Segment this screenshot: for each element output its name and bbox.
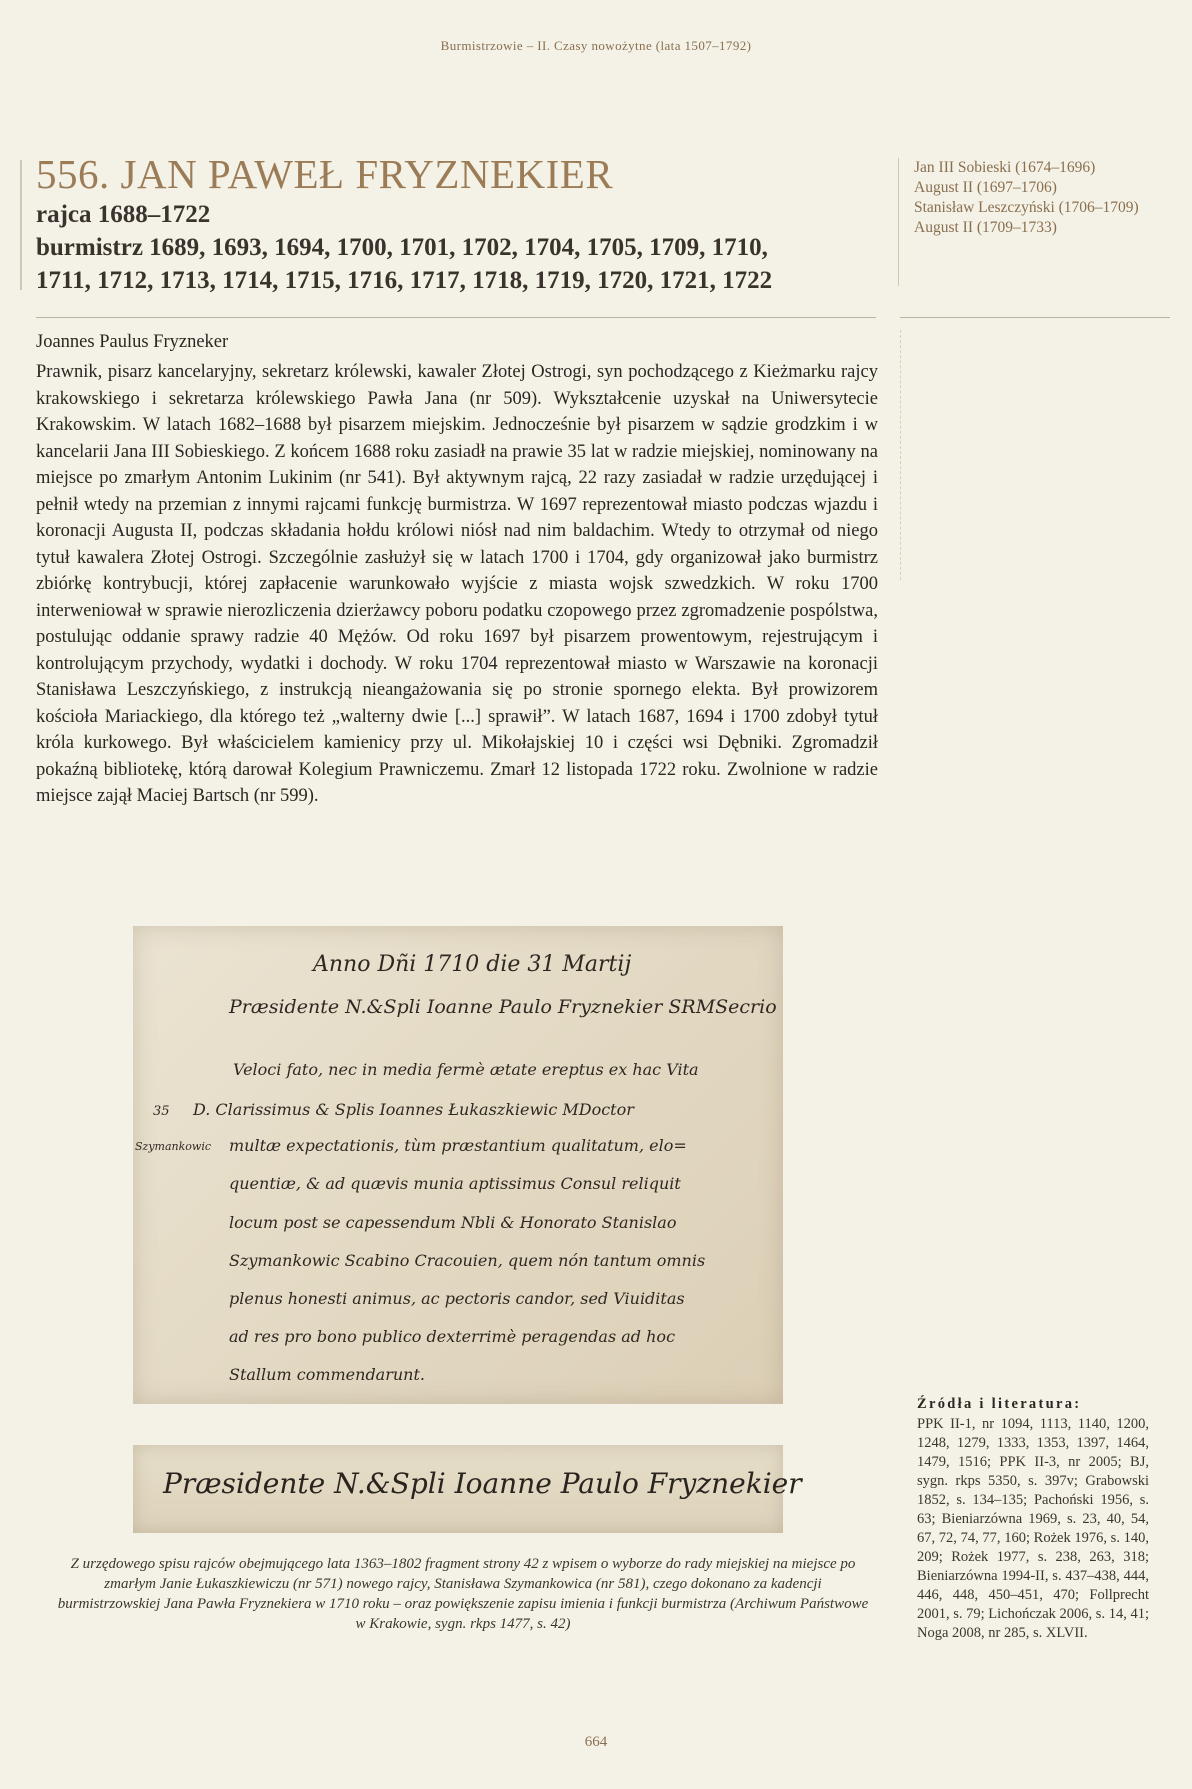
entry-title xyxy=(36,150,876,198)
ruler-item: Jan III Sobieski (1674–1696) xyxy=(914,159,1096,176)
heading-rule xyxy=(20,160,22,290)
mayor-terms-line-1: burmistrz 1689, 1693, 1694, 1700, 1701, 1702, 1704, 1705, 1709, 1710, xyxy=(36,234,768,261)
manuscript-line: locum post se capessendum Nbli & Honorato Stanislao xyxy=(229,1213,677,1232)
heading-divider xyxy=(36,317,876,318)
entry-name: JAN PAWEŁ FRYZNEKIER xyxy=(120,151,614,197)
page-number: 664 xyxy=(584,1734,608,1750)
manuscript-line: Anno Dñi 1710 die 31 Martij xyxy=(313,952,632,977)
councillor-term: rajca 1688–1722 xyxy=(36,201,211,228)
mayor-terms-line-2: 1711, 1712, 1713, 1714, 1715, 1716, 1717, 1718, 1719, 1720, 1721, 1722 xyxy=(36,267,773,294)
manuscript-line: ad res pro bono publico dexterrimè peragendas ad hoc xyxy=(229,1327,676,1346)
ruler-item: Stanisław Leszczyński (1706–1709) xyxy=(914,199,1139,216)
rulers-list xyxy=(914,158,1154,238)
manuscript-margin-number: 35 xyxy=(153,1104,170,1119)
manuscript-zoom-photo xyxy=(133,1445,802,1533)
entry-heading xyxy=(36,150,876,297)
ruler-item: August II (1697–1706) xyxy=(914,179,1057,196)
manuscript-line: Stallum commendarunt. xyxy=(229,1365,425,1384)
manuscript-line: Veloci fato, nec in media fermè ætate ereptus ex hac Vita xyxy=(233,1060,699,1079)
manuscript-photo xyxy=(133,926,783,1404)
biography-text: Prawnik, pisarz kancelaryjny, sekretarz królewski, kawaler Złotej Ostrogi, syn pochodzącego z Kieżmarku rajcy krakowskiego i sekretarza królewskiego Pawła Jana (nr 509). Wykształcenie uzyskał na Uniwersytecie Krakowskim. W latach 1682–1688 był pisarzem miejskim. Jednocześnie był pisarzem w sądzie grodzkim i w kancelarii Jana III Sobieskiego. Z końcem 1688 roku zasiadł na prawie 35 lat w radzie miejskiej, nominowany na miejsce po zmarłym Antonim Lukinim (nr 541). Był aktywnym rajcą, 22 razy zasiadał w radzie urzędującej i pełnił wtedy na przemian z innymi rajcami funkcję burmistrza. W 1697 reprezentował miasto podczas wjazdu i koronacji Augusta II, podczas składania hołdu królowi niósł nad nim baldachim. Wtedy to otrzymał od niego tytuł kawalera Złotej Ostrogi. Szczególnie zasłużył się w latach 1700 i 1704, gdy organizował jako burmistrz zbiórkę kontrybucji, której zapłacenie warunkowało wyjście z miasta wojsk szwedzkich. W roku 1700 interweniował w sprawie nierozliczenia dzierżawcy poboru podatku czopowego przez zgromadzenie pospólstwa, postulując oddanie sprawy radzie 40 Mężów. Od roku 1697 był pisarzem prowentowym, rejestrującym i kontrolującym przychody, wydatki i dochody. W roku 1704 reprezentował miasto w Warszawie na koronacji Stanisława Leszczyńskiego, z instrukcją nieangażowania się po stronie spornego elekta. Był prowizorem kościoła Mariackiego, dla którego też „walterny dwie [...] sprawił”. W latach 1687, 1694 i 1700 zdobył tytuł króla kurkowego. Był właścicielem kamienicy przy ul. Mikołajskiej 10 i części wsi Dębniki. Zgromadził pokaźną bibliotekę, którą darował Kolegium Prawniczemu. Zmarł 12 listopada 1722 roku. Zwolnione w radzie miejsce zajął Maciej Bartsch (nr 599). xyxy=(36,362,878,806)
entry-number: 556. xyxy=(36,151,110,197)
manuscript-margin-name: Szymankowic xyxy=(135,1140,212,1153)
sidebar-dashed-line xyxy=(900,330,902,580)
manuscript-line: D. Clarissimus & Splis Ioannes Łukaszkiewic MDoctor xyxy=(193,1100,634,1119)
latin-name: Joannes Paulus Fryzneker xyxy=(36,332,229,352)
sources-heading: Źródła i literatura: xyxy=(917,1396,1082,1412)
manuscript-line: Præsidente N.&Spli Ioanne Paulo Fryznekier SRMSecrio xyxy=(229,996,777,1018)
sources-block xyxy=(917,1395,1149,1643)
manuscript-line: multæ expectationis, tùm præstantium qualitatum, elo= xyxy=(229,1136,687,1155)
running-head: Burmistrzowie – II. Czasy nowożytne (lata 1507–1792) xyxy=(440,38,752,53)
sidebar-rule xyxy=(898,158,899,286)
sources-text: PPK II-1, nr 1094, 1113, 1140, 1200, 1248, 1279, 1333, 1353, 1397, 1464, 1479, 1516; PPK II-3, nr 2005; BJ, sygn. rkps 5350, s. 397v; Grabowski 1852, s. 134–135; Pachoński 1956, s. 63; Bieniarzówna 1969, s. 23, 40, 54, 67, 72, 74, 77, 160; Rożek 1976, s. 140, 209; Rożek 1977, s. 238, 263, 318; Bieniarzówna 1994-II, s. 437–438, 444, 446, 448, 450–451, 470; Follprecht 2001, s. 79; Lichończak 2006, s. 14, 41; Noga 2008, nr 285, s. XLVII. xyxy=(917,1416,1149,1641)
manuscript-line: Szymankowic Scabino Cracouien, quem nón tantum omnis xyxy=(229,1251,706,1270)
ruler-item: August II (1709–1733) xyxy=(914,219,1057,236)
figure-caption: Z urzędowego spisu rajców obejmującego lata 1363–1802 fragment strony 42 z wpisem o wyborze do rady miejskiej na miejsce po zmarłym Janie Łukaszkiewiczu (nr 571) nowego rajcy, Stanisława Szymankowica (nr 581), czego dokonano za kadencji burmistrzowskiej Jana Pawła Fryznekiera w 1710 roku – oraz powiększenie zapisu imienia i funkcji burmistrza (Archiwum Państwowe w Krakowie, sygn. rkps 1477, s. 42) xyxy=(57,1556,869,1632)
sidebar-divider xyxy=(900,317,1170,318)
manuscript-line: quentiæ, & ad quævis munia aptissimus Consul reliquit xyxy=(229,1174,681,1193)
manuscript-zoom-text: Præsidente N.&Spli Ioanne Paulo Fryznekier xyxy=(163,1467,802,1500)
manuscript-line: plenus honesti animus, ac pectoris candor, sed Viuiditas xyxy=(229,1289,685,1308)
